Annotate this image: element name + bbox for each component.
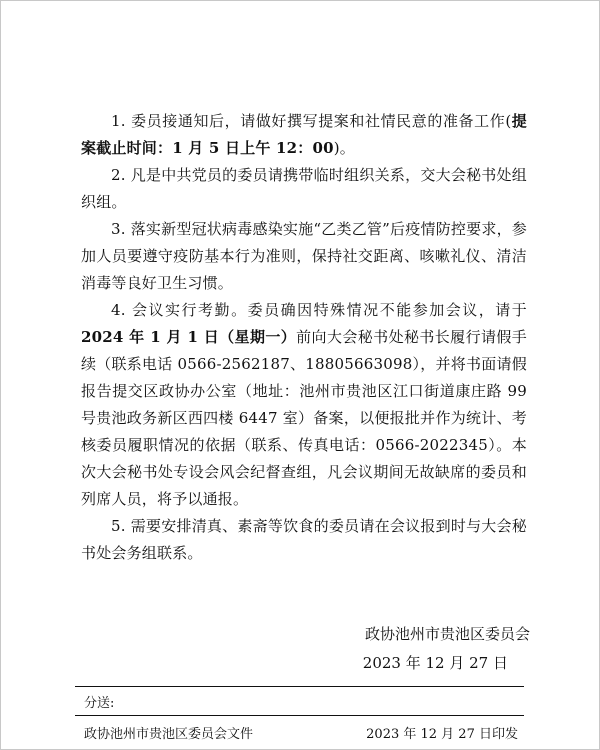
copy-to-label: 分送: <box>84 696 115 711</box>
footer-divider-bottom <box>75 715 524 716</box>
signature-date: 2023 年 12 月 27 日 <box>362 654 508 672</box>
document-body <box>81 108 527 567</box>
paragraph-4: 4. 会议实行考勤。委员确因特殊情况不能参加会议，请于2024 年 1 月 1 日（星期一）前向大会秘书处秘书长履行请假手续（联系电话 0566-2562187、18805663098），并将书面请假报告提交区政协办公室（地址：池州市贵池区江口街道康庄路 99 号贵池政务新区西四楼 6447 室）备案，以便报批并作为统计、考核委员履职情况的依据（联系、传真电话：0566-2022345）。本次大会秘书处专设会风会纪督查组，凡会议期间无故缺席的委员和列席人员，将予以通报。 <box>81 301 527 508</box>
paragraph-1: 1. 委员接通知后，请做好撰写提案和社情民意的准备工作(提案截止时间：1 月 5 日上午 12：00)。 <box>81 112 527 157</box>
deadline-text: 提案截止时间：1 月 5 日上午 12：00 <box>81 112 527 157</box>
footer-print-date: 2023 年 12 月 27 日印发 <box>366 727 518 742</box>
footer-divider-top <box>75 686 524 687</box>
paragraph-5: 5. 需要安排清真、素斋等饮食的委员请在会议报到时与大会秘书处会务组联系。 <box>81 517 527 562</box>
paragraph-2: 2. 凡是中共党员的委员请携带临时组织关系，交大会秘书处组织组。 <box>81 166 527 211</box>
leave-deadline-text: 2024 年 1 月 1 日（星期一） <box>81 328 297 346</box>
signature-organization: 政协池州市贵池区委员会 <box>364 625 530 643</box>
paragraph-3: 3. 落实新型冠状病毒感染实施“乙类乙管”后疫情防控要求，参加人员要遵守疫防基本行为准则，保持社交距离、咳嗽礼仪、清洁消毒等良好卫生习惯。 <box>81 220 527 292</box>
footer-issuer: 政协池州市贵池区委员会文件 <box>84 727 254 742</box>
